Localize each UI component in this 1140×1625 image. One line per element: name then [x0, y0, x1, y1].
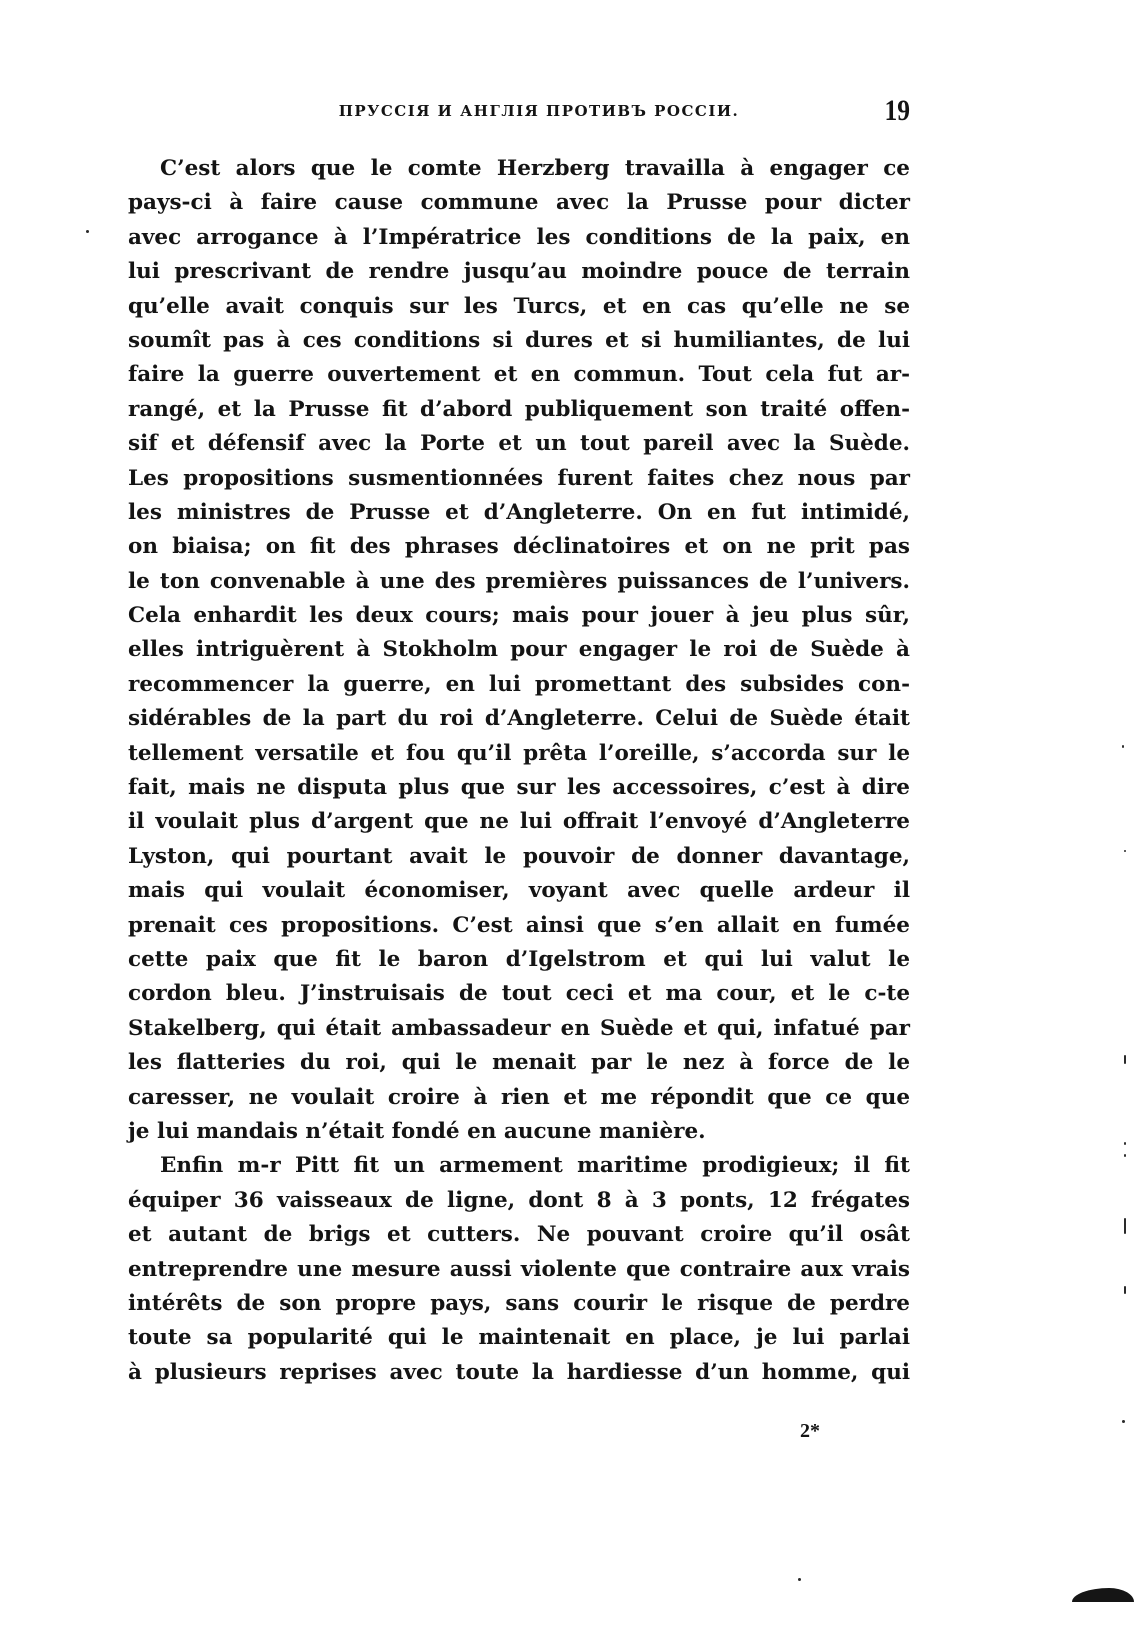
text-line: le ton convenable à une des premières puissances de l’univers.	[128, 568, 910, 594]
text-line: sidérables de la part du roi d’Angleterre. Celui de Suède était	[128, 706, 910, 732]
text-line: les ministres de Prusse et d’Angleterre. On en fut intimidé,	[128, 499, 910, 525]
text-line: Stakelberg, qui était ambassadeur en Suède et qui, infatué par	[128, 1015, 910, 1041]
text-line: les flatteries du roi, qui le menait par le nez à force de le	[128, 1050, 910, 1076]
page-number: 19	[884, 94, 910, 127]
running-head-title: ПРУССІЯ И АНГЛІЯ ПРОТИВЪ РОССІИ.	[338, 102, 740, 120]
text-line: lui prescrivant de rendre jusqu’au moindre pouce de terrain	[128, 259, 910, 285]
text-line: Cela enhardit les deux cours; mais pour jouer à jeu plus sûr,	[128, 603, 910, 629]
scan-speck	[798, 1578, 801, 1581]
text-line: soumît pas à ces conditions si dures et si humiliantes, de lui	[128, 327, 910, 353]
scan-edge-shadow	[1072, 1588, 1134, 1602]
signature-mark: 2*	[800, 1420, 820, 1442]
scan-speck	[1124, 1055, 1126, 1064]
text-line: sif et défensif avec la Porte et un tout pareil avec la Suède.	[128, 431, 910, 457]
running-head	[128, 94, 910, 134]
paragraph-2	[128, 1149, 910, 1390]
scan-speck	[1124, 1286, 1126, 1294]
scan-speck	[1124, 1218, 1126, 1234]
text-line: C’est alors que le comte Herzberg travailla à engager ce	[160, 156, 910, 181]
text-line: fait, mais ne disputa plus que sur les accessoires, c’est à dire	[128, 775, 910, 801]
text-line: Les propositions susmentionnées furent faites chez nous par	[128, 465, 910, 491]
text-line: pays-ci à faire cause commune avec la Prusse pour dicter	[128, 190, 910, 216]
text-line: prenait ces propositions. C’est ainsi que s’en allait en fumée	[128, 912, 910, 938]
text-line: cette paix que fit le baron d’Igelstrom et qui lui valut le	[128, 946, 910, 972]
text-line: équiper 36 vaisseaux de ligne, dont 8 à 3 ponts, 12 frégates	[128, 1187, 910, 1213]
text-line: tellement versatile et fou qu’il prêta l’oreille, s’accorda sur le	[128, 740, 910, 766]
text-line: elles intriguèrent à Stokholm pour engager le roi de Suède à	[128, 637, 910, 663]
scan-speck	[1122, 1420, 1125, 1423]
text-line: caresser, ne voulait croire à rien et me répondit que ce que	[128, 1084, 910, 1110]
scan-speck	[1124, 1154, 1126, 1157]
text-line: qu’elle avait conquis sur les Turcs, et en cas qu’elle ne se	[128, 293, 910, 319]
text-line: Enfin m-r Pitt fit un armement maritime prodigieux; il fit	[160, 1153, 910, 1179]
text-line: et autant de brigs et cutters. Ne pouvant croire qu’il osât	[128, 1222, 910, 1248]
text-line: avec arrogance à l’Impératrice les conditions de la paix, en	[128, 224, 910, 250]
scan-speck	[1124, 1142, 1126, 1145]
text-line: recommencer la guerre, en lui promettant des subsides con-	[128, 671, 910, 697]
paragraph-1	[128, 152, 910, 1149]
text-line: faire la guerre ouvertement et en commun. Tout cela fut ar-	[128, 362, 910, 388]
text-line: je lui mandais n’était fondé en aucune manière.	[128, 1118, 706, 1144]
text-line: Lyston, qui pourtant avait le pouvoir de donner davantage,	[128, 843, 910, 869]
text-line: mais qui voulait économiser, voyant avec quelle ardeur il	[128, 878, 910, 904]
text-line: on biaisa; on fit des phrases déclinatoires et on ne prit pas	[128, 534, 910, 560]
scan-speck	[86, 230, 89, 233]
text-line: à plusieurs reprises avec toute la hardiesse d’un homme, qui	[128, 1359, 910, 1385]
scan-speck	[1122, 745, 1124, 748]
text-line: entreprendre une mesure aussi violente que contraire aux vrais	[128, 1256, 910, 1282]
body-text	[128, 152, 910, 1390]
text-line: toute sa popularité qui le maintenait en place, je lui parlai	[128, 1325, 910, 1351]
text-line: rangé, et la Prusse fit d’abord publiquement son traité offen-	[128, 396, 910, 422]
text-line: intérêts de son propre pays, sans courir le risque de perdre	[128, 1290, 910, 1316]
text-line: il voulait plus d’argent que ne lui offrait l’envoyé d’Angleterre	[128, 809, 910, 835]
scan-speck	[1124, 850, 1126, 852]
text-line: cordon bleu. J’instruisais de tout ceci et ma cour, et le c-te	[128, 981, 910, 1007]
